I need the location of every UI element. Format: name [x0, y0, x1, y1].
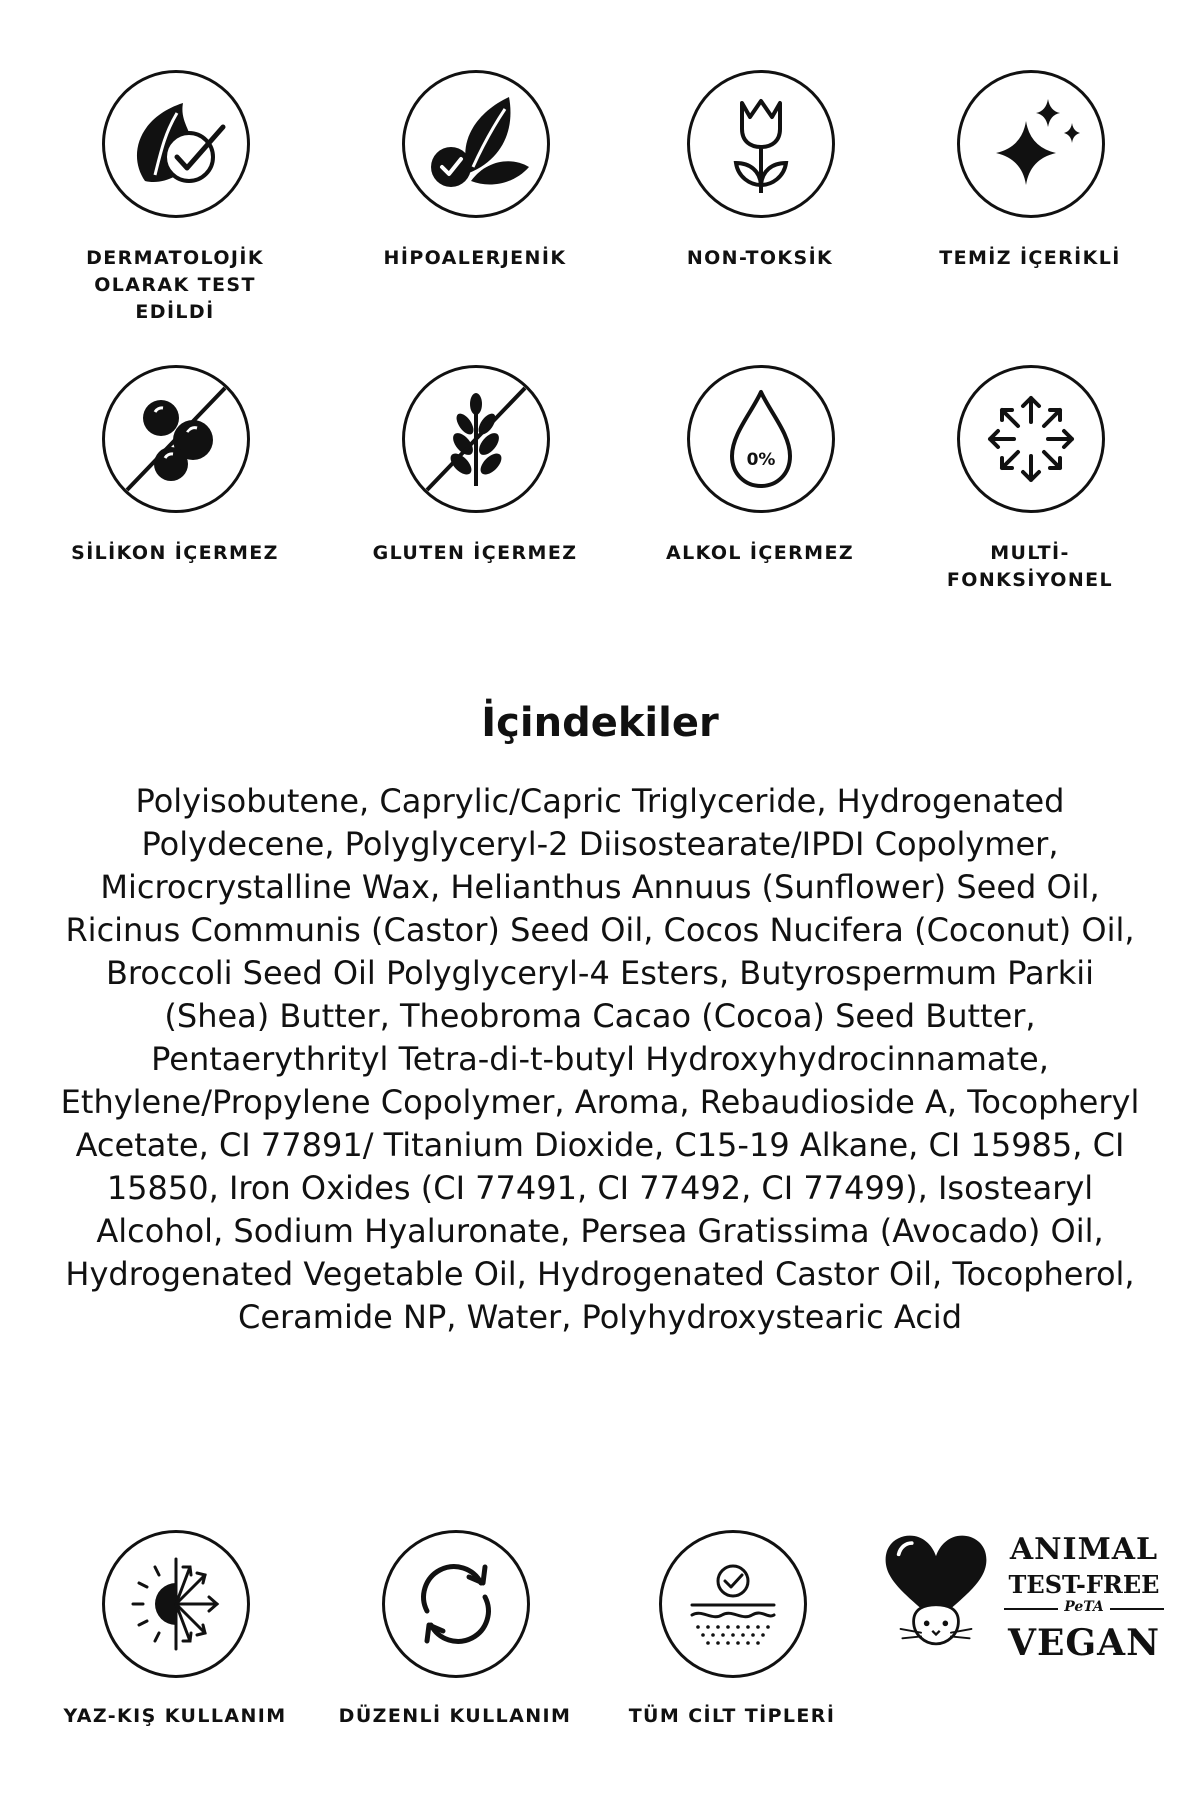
badge-label: HİPOALERJENİK — [383, 247, 567, 269]
badge-dermatologically-tested — [55, 70, 295, 323]
badge-label: ALKOL İÇERMEZ — [665, 542, 855, 564]
badge-label: DÜZENLİ KULLANIM — [338, 1705, 572, 1727]
badge-circle — [102, 1530, 250, 1678]
badge-label: MULTİ-FONKSİYONEL — [946, 542, 1114, 591]
drop-percent-text: 0% — [746, 450, 776, 470]
peta-mark: PeTA — [1058, 1599, 1110, 1615]
badge-regular-use — [335, 1530, 575, 1730]
badge-label: DERMATOLOJİK OLARAK TEST EDİLDİ — [86, 247, 264, 323]
badge-circle — [687, 365, 835, 513]
sun-snowflake-icon — [105, 1533, 247, 1675]
badge-non-toxic — [640, 70, 880, 310]
peta-line-test-free: TEST-FREE — [1008, 1570, 1160, 1599]
badge-label: NON-TOKSİK — [686, 247, 834, 269]
badge-clean-ingredients — [910, 70, 1150, 310]
badge-circle — [687, 70, 835, 218]
badge-circle — [402, 70, 550, 218]
peta-line-vegan: VEGAN — [1008, 1622, 1160, 1664]
no-silicone-icon — [105, 368, 247, 510]
badge-circle — [402, 365, 550, 513]
leaves-check-icon — [405, 73, 547, 215]
badge-label: TEMİZ İÇERİKLİ — [939, 247, 1121, 269]
sparkles-icon — [960, 73, 1102, 215]
arrows-multi-icon — [960, 368, 1102, 510]
badge-circle — [382, 1530, 530, 1678]
badge-label: GLUTEN İÇERMEZ — [372, 542, 578, 564]
cycle-arrows-icon — [385, 1533, 527, 1675]
badge-all-skin-types — [612, 1530, 852, 1730]
badge-label: TÜM CİLT TİPLERİ — [628, 1705, 836, 1727]
ingredients-text: Polyisobutene, Caprylic/Capric Triglyceride, Hydrogenated Polydecene, Polyglyceryl-2 Diisostearate/IPDI Copolymer, Microcrystalline Wax, Helianthus Annuus (Sunflower) Seed Oil, Ricinus Communis (Castor) Seed Oil, Cocos Nucifera (Coconut) Oil, Broccoli Seed Oil Polyglyceryl-4 Esters, Butyrospermum Parkii (Shea) Butter, Theobroma Cacao (Cocoa) Seed Butter, Pentaerythrityl Tetra-di-t-butyl Hydroxyhydrocinnamate, Ethylene/Propylene Copolymer, Aroma, Rebaudioside A, Tocopheryl Acetate, CI 77891/ Titanium Dioxide, C15-19 Alkane, CI 15985, CI 15850, Iron Oxides (CI 77491, CI 77492, CI 77499), Isostearyl Alcohol, Sodium Hyaluronate, Persea Gratissima (Avocado) Oil, Hydrogenated Vegetable Oil, Hydrogenated Castor Oil, Tocopherol, Ceramide NP, Water, Polyhydroxystearic Acid — [60, 782, 1140, 1336]
badge-summer-winter — [55, 1530, 295, 1730]
badge-gluten-free — [355, 365, 595, 585]
badge-label: SİLİKON İÇERMEZ — [71, 542, 279, 564]
badge-circle — [659, 1530, 807, 1678]
tulip-icon — [690, 73, 832, 215]
bunny-heart-icon — [880, 1530, 992, 1670]
skin-layers-check-icon — [662, 1533, 804, 1675]
drop-zero-percent-icon — [690, 368, 832, 510]
badge-hypoallergenic — [355, 70, 595, 310]
ingredients-title: İçindekiler — [481, 700, 719, 746]
badge-label: YAZ-KIŞ KULLANIM — [63, 1705, 287, 1727]
badge-circle — [102, 365, 250, 513]
peta-logo — [880, 1530, 1170, 1680]
badge-silicone-free — [55, 365, 295, 585]
badge-circle — [102, 70, 250, 218]
no-gluten-icon — [405, 368, 547, 510]
badge-multifunctional — [910, 365, 1150, 591]
peta-line-animal: ANIMAL — [1009, 1532, 1159, 1567]
badge-circle — [957, 365, 1105, 513]
leaf-check-icon — [105, 73, 247, 215]
badge-alcohol-free — [640, 365, 880, 585]
badge-circle — [957, 70, 1105, 218]
